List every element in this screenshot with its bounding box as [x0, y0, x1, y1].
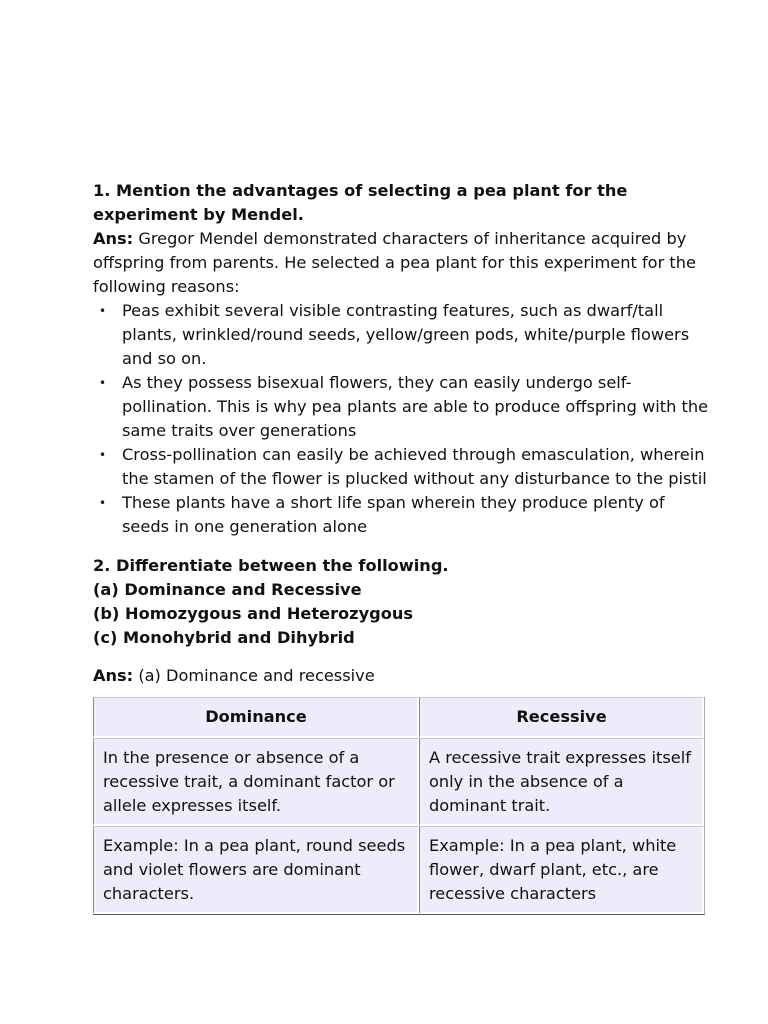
table-cell: In the presence or absence of a recessive trait, a dominant factor or allele expresses itself. — [93, 738, 419, 826]
bullet-icon: • — [99, 304, 107, 318]
list-item — [93, 371, 713, 443]
reason-text: As they possess bisexual flowers, they can easily undergo self-pollination. This is why pea plants are able to produce offspring with the same traits over generations — [122, 373, 709, 440]
comparison-table — [93, 697, 705, 915]
reason-text: Cross-pollination can easily be achieved through emasculation, wherein the stamen of the flower is plucked without any disturbance to the pistil — [122, 445, 707, 488]
table-row — [93, 826, 704, 914]
table-cell: Example: In a pea plant, round seeds and violet flowers are dominant characters. — [93, 826, 419, 914]
table-cell: Example: In a pea plant, white flower, dwarf plant, etc., are recessive characters — [419, 826, 704, 914]
header-recessive: Recessive — [419, 697, 704, 738]
question-2-part-b: (b) Homozygous and Heterozygous — [93, 604, 414, 623]
question-2-part-c: (c) Monohybrid and Dihybrid — [93, 628, 355, 647]
reasons-list — [93, 299, 713, 539]
bullet-icon: • — [99, 376, 107, 390]
question-2-part-a: (a) Dominance and Recessive — [93, 580, 362, 599]
answer-1-text: Gregor Mendel demonstrated characters of inheritance acquired by offspring from parents. He selected a pea plant for this experiment for the following reasons: — [93, 229, 696, 296]
answer-2-label: Ans: — [93, 666, 134, 685]
list-item — [93, 491, 713, 539]
table-header-row — [93, 697, 704, 738]
bullet-icon: • — [99, 448, 107, 462]
reason-text: These plants have a short life span wherein they produce plenty of seeds in one generation alone — [122, 493, 665, 536]
question-2 — [93, 554, 713, 650]
question-2-title: 2. Differentiate between the following. — [93, 556, 449, 575]
question-1-title: 1. Mention the advantages of selecting a pea plant for the experiment by Mendel. — [93, 181, 628, 224]
header-dominance: Dominance — [93, 697, 419, 738]
list-item — [93, 443, 713, 491]
list-item — [93, 299, 713, 371]
answer-1-label: Ans: — [93, 229, 134, 248]
table-row — [93, 738, 704, 826]
table-cell: A recessive trait expresses itself only in the absence of a dominant trait. — [419, 738, 704, 826]
answer-2-text: (a) Dominance and recessive — [133, 666, 375, 685]
document-page — [93, 179, 713, 915]
answer-2 — [93, 664, 713, 688]
bullet-icon: • — [99, 496, 107, 510]
reason-text: Peas exhibit several visible contrasting features, such as dwarf/tall plants, wrinkled/round seeds, yellow/green pods, white/purple flowers and so on. — [122, 301, 690, 368]
answer-1 — [93, 227, 713, 299]
